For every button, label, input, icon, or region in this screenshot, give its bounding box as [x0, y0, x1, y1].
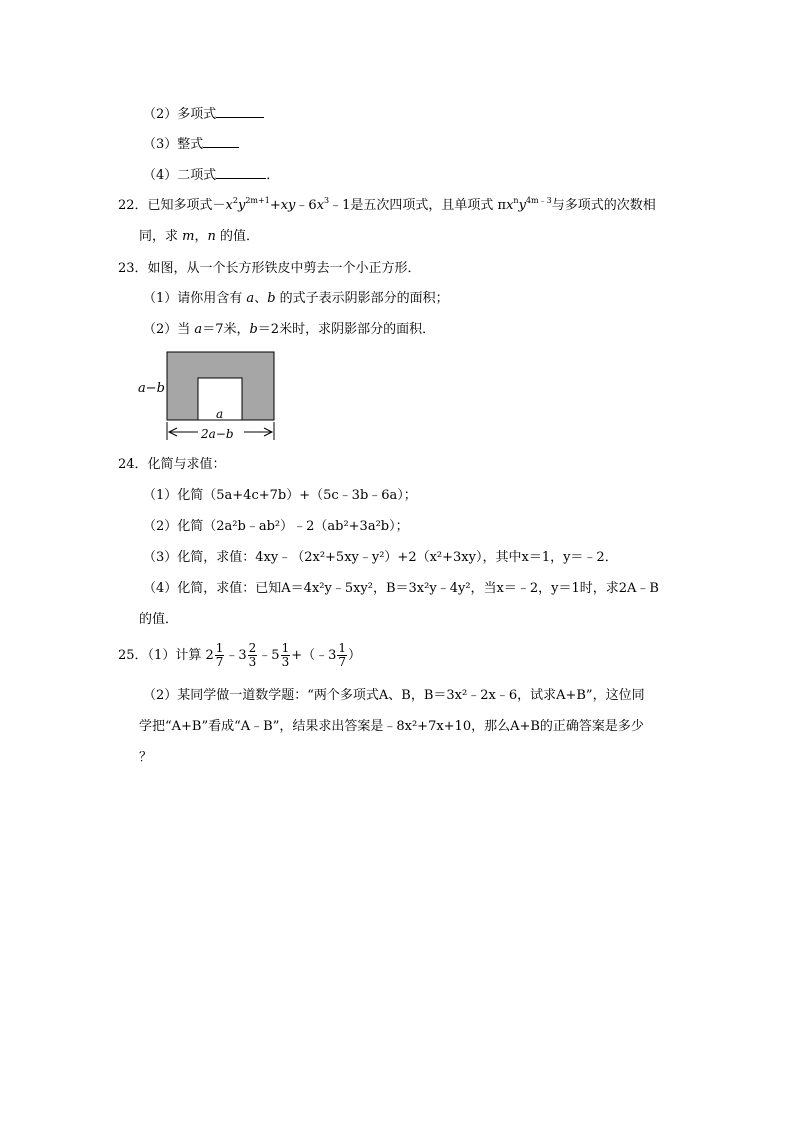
square-side-label: a [216, 407, 224, 421]
answer-blank[interactable] [216, 165, 266, 179]
q24-title: 24．化简与求值： [118, 457, 226, 472]
q24-part-3: （3）化简，求值：4xy﹣（2x²+5xy﹣y²）+2（x²+3xy），其中x＝1，y＝﹣2． [143, 550, 618, 565]
height-label: a−b [138, 381, 165, 396]
q21-item-4: （4）二项式 ． [143, 165, 279, 185]
q25-part-2-line-2: 学把“A+B”看成“A﹣B”，结果求出答案是﹣8x²+7x+10，那么A+B的正确答案是多少 [139, 719, 644, 734]
answer-blank[interactable] [216, 104, 264, 118]
q23-part-1: （1）请你用含有 a、b 的式子表示阴影部分的面积； [143, 291, 449, 306]
width-label: 2a−b [201, 427, 234, 441]
q25-part-1: 25．（1）计算 2 $\frac{1}{7}$ ﹣3 $\frac{2}{3}$ ﹣5 $\frac{1}{3}$ +（﹣3 $\frac{1}{7}$ ） [118, 641, 362, 669]
q21-item-2: （2）多项式 [143, 104, 264, 124]
cut-rectangle-figure [130, 350, 290, 445]
q24-part-4-end: 的值． [139, 612, 179, 627]
answer-blank[interactable] [203, 134, 239, 148]
q22-line-1: 22．已知多项式$-x^2y^{2m+1}+xy﹣6x^3﹣1$是五次四项式，且单项式 $\pi x^ny^{4m﹣3}$与多项式的次数相 [118, 195, 656, 213]
q25-part-2-line-3: ？ [139, 750, 153, 765]
q23-part-2: （2）当 a＝7米，b＝2米时，求阴影部分的面积． [143, 322, 436, 337]
q24-part-1: （1）化简（5a+4c+7b）+（5c﹣3b﹣6a）； [143, 488, 417, 503]
fraction: $\frac{2}{3}$ [248, 641, 257, 669]
fraction: $\frac{1}{3}$ [281, 641, 290, 669]
q24-part-4: （4）化简，求值：已知A＝4x²y﹣5xy²，B＝3x²y﹣4y²，当x＝﹣2，y＝1时，求2A﹣B [143, 581, 659, 596]
q24-part-2: （2）化简（2a²b﹣ab²）﹣2（ab²+3a²b）； [143, 519, 409, 534]
fraction: $\frac{1}{7}$ [338, 641, 347, 669]
q21-item-3: （3）整式 [143, 134, 239, 154]
fraction: $\frac{1}{7}$ [215, 641, 224, 669]
q23-title: 23．如图，从一个长方形铁皮中剪去一个小正方形． [118, 261, 421, 276]
q22-line-2: 同，求 m，n 的值． [139, 229, 260, 244]
q25-part-2-line-1: （2）某同学做一道数学题：“两个多项式A、B，B＝3x²﹣2x﹣6，试求A+B”，这位同 [143, 688, 645, 703]
